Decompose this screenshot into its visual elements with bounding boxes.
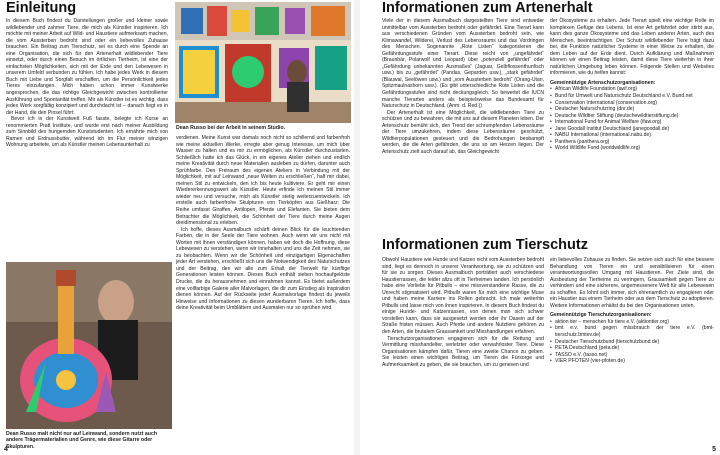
paragraph: der Ökosysteme zu erhalten. Jede Tierart spielt eine wichtige Rolle im komplexen Gefüge des Lebens. Ist eine Art gefährdet oder stirbt aus, kann dies ganze Ökosysteme und das Leben anderer Arten, auch des Menschen, beeinträchtigen. Der Schutz wildlebender Tiere trägt dazu bei, die Funktion natürlicher Systeme in einer Weise zu erhalten, die dem Leben auf der Erde dient. Durch Aufklärung und Maßnahmen können wir einen Beitrag leisten, damit diese Tiere weiterhin in ihrer natürlichen Umgebung leben können. Folgende Stellen und Websites informieren, wie du helfen kannst: — [550, 18, 714, 77]
page-heading-introduction: Einleitung — [6, 0, 77, 16]
list-item: • Deutscher Naturschutzring (dnr.de) — [550, 106, 714, 113]
list-item: • Deutsche Wildtier Stiftung (deutschewildtierstiftung.de) — [550, 113, 714, 120]
list-item: • VIER PFOTEN (vier-pfoten.de) — [550, 358, 714, 365]
page-heading-animal-welfare: Informationen zum Tierschutz — [382, 237, 588, 253]
list-item: • aktion tier – menschen für tiere e.V. (aktiontier.org) — [550, 319, 714, 326]
list-item: • PETA Deutschland (peta.de) — [550, 345, 714, 352]
list-item: • Bund für Umwelt und Naturschutz Deutschland e.V. Bund.net — [550, 93, 714, 100]
studio-photo-caption: Dean Russo bei der Arbeit in seinem Studio. — [176, 125, 286, 131]
list-item: • Panthera (panthera.org) — [550, 139, 714, 146]
paragraph: ein liebevolles Zuhause zu finden. Sie setzen sich auch für eine bessere Behandlung von Tieren ein und sensibilisieren für einen verantwortungsvollen Umgang mit Haustieren. Per Ziele sind, die Ausbeutung der Tierheime zu verringern, Grausamkeit gegen Tiere zu verhindern und eine sicherere, angemessenere Welt für alle Lebewesen zu schaffen. Es lohnt sich immer, sich ehrenamtlich zu engagieren oder ein Haustier aus einem Tierheim oder aus dem Tierschutz zu adoptieren. Weitere Informationen erhältst du bei den Organisationen unten. — [550, 257, 714, 309]
guitar-photo — [6, 262, 172, 429]
page-number: 5 — [712, 446, 716, 453]
conservation-column-1 — [382, 18, 544, 155]
right-page — [360, 0, 720, 455]
welfare-org-list — [550, 319, 714, 365]
studio-photo — [175, 2, 351, 123]
welfare-column-1 — [382, 257, 544, 368]
org-list-title: Gemeinnützige Artenschutzorganisationen: — [550, 79, 656, 86]
paragraph: In diesem Buch findest du Darstellungen großer und kleiner sowie wildlebender und zahmer Tiere, die mich als Künstler inspirieren. Ich möchte mit meiner Arbeit auf Wild- und Haustiere aufmerksam machen, die vom Aussterben bedroht sind oder ein liebevolles Zuhause brauchen. Ein Beitrag zum Tierschutz, sei es durch eine Spende an eine Organisation, die sich für den Artenerhalt wildlebender Tiere einsetzt, oder durch einen Besuch im örtlichen Tierheim, ist eine der einfachsten Möglichkeiten, sich mit der Erde und den Lebewesen in unserem Umfeld verbunden zu fühlen. Ich habe jedes Werk in diesem Buch mit Liebe und Sorgfalt erschaffen, um die Persönlichkeit jedes Tieres einzufangen. Mich haben schon immer Kunstwerke angesprochen, die das richtige Gleichgewicht zwischen kontrollierter Ausführung und Spontanität treffen. Mir als Künstler ist es wichtig, dass jedes Werk sorgfältig konzipiert und durchdacht ist – danach liegt es in der Hand, die den Pinsel führt. — [6, 18, 168, 116]
left-page — [0, 0, 355, 455]
page-number: 4 — [4, 446, 8, 453]
guitar-photo-caption: Dean Russo malt nicht nur auf Leinwand, sondern nutzt auch andere Trägermaterialien und Genre, wie diese Gitarre oder Skulpturen. — [6, 431, 158, 450]
list-item: • bmt e.v. bund gegen missbrauch der tiere e.V. (bmt-tierschutz.bmtev.de) — [550, 325, 714, 338]
paragraph: Der Artenerhalt ist eine Möglichkeit, die wildlebenden Tiere zu schützen und zu bewahren, die mit uns auf diesem Planeten leben. Der Artenschutz bemüht sich, den Trend der schrumpfenden Lebensräume der Tiere umzukehren, indem diese Lebensräume geschützt, Wildtierpopulationen gesteuert und die Bedrohungen beobampft werden, die die Arten gefährden, die uns so am Herzen liegen. Der Artenschutz zielt auch darauf ab, das Gleichgewicht — [382, 109, 544, 155]
paragraph: Viele der in diesem Ausmalbuch dargestellten Tiere sind entweder unmittelbar vom Aussterben bedroht oder gefährdet. Eine Tierart kann aus verschiedenen Gründen vom Aussterben bedroht sein, wie Klimawandel, Wilderei, Verlust des Lebensraums und das Vordringen des Menschen. Sogenannte „Rote Listen“ kategorisieren die Gefährdungsstufe einer Tierart. Diese reicht von „ungefährdet“ (Braunbär, Polarwolf und Leopard) über „potenziell gefährdet“ oder „Gefährdung unbekannten Ausmaßes“ (Jaguar, Gelbflossenthunfisch usw.) bis zu „gefährdet“ (Pandas, Geparden usw.), „stark gefährdet“ (Blauwal, Seelöwen usw.) und „vom Aussterben bedroht“ (Orang-Utan, Spitzmaulnashorn usw.). (Es gibt unterschiedliche Rote Listen und die Gefährdungsstufen sind nicht deckungsgleich. So bewertet die IUCN manche Tierarten anders als beispielsweise das Bundesamt für Naturschutz in Deutschland. (Anm. d. Red.)) — [382, 18, 544, 110]
list-item: • Conservation International (conservation.org) — [550, 100, 714, 107]
list-item: • World Wildlife Fund (worldwildlife.org) — [550, 145, 714, 152]
list-item: • Deutscher Tierschutzbund (tierschutzbund.de) — [550, 339, 714, 346]
list-item: • International Fund for Animal Welfare (ifaw.org) — [550, 119, 714, 126]
org-list-title: Gemeinnützige Tierschutzorganisationen: — [550, 312, 652, 319]
intro-column-2 — [176, 135, 350, 312]
welfare-column-2 — [550, 257, 714, 365]
list-item: • TASSO e.V. (tasso.net) — [550, 352, 714, 359]
conservation-column-2 — [550, 18, 714, 152]
paragraph: Bevor ich in der Kunstwelt Fuß fasste, belegte ich Kurse an renommierten Pratt Institute, und wurde erst nach meiner Ausbildung zum Sinnbild des hungernden Kunststudenten. Ich ernährte mich von Ramen und Erdnussbutter, während ich im Flur meiner winzigen Wohnung arbeitete, um als Künstler meinen Lebensunterhalt zu — [6, 116, 168, 149]
list-item: • Jane Goodall Institut Deutschland (janegoodall.de) — [550, 126, 714, 133]
paragraph: Tierschutzorganisationen engagieren sich für die Rettung und Vermittlung misshandelter, verletzter oder verwahrloster Tiere. Diese Organisationen kämpfen dafür, Tieren eine zweite Chance zu geben. Sie leisten einen wichtigen Beitrag, um Tieren die Fürsorge und Aufmerksamkeit zu geben, die sie brauchen, um zu genesen und — [382, 335, 544, 368]
paragraph: Obwohl Haustiere wie Hunde und Katzen nicht vom Aussterben bedroht sind, liegt es dennoch in unserer Verantwortung, sie zu schützen und für sie zu sorgen. Dieses Ausmalbuch porträtiert auch verschiedene Haustierrassen, die leider allzu oft in Tierheimen landen. Ich persönlich habe eine Vorliebe für Pitbulls – eine missverstandene Rasse, die zu Unrecht stigmatisiert wird. Pitbulls waren für mich eine wichtige Muse und haben meine Karriere ins Rollen gebracht. Ich male weiterhin Pitbulls und lasse mich von ihnen inspirieren. In diesem Buch findest du einige Hunde- und Katzenrassen, von denen man sich schwer vorstellen kann, dass sie ausgesetzt werden oder ihr Dasein auf der Straße fristen müssen. Auch Pferde und andere Nutztiere gehören zu den Arten, die brutalem Grausamkeit und Misshandlungen erfahren. — [382, 257, 544, 336]
paragraph: verdienen. Meine Kunst war damals noch nicht so schillernd und farbenfroh wie meine aktuellen Werke, erregte aber genug Interesse, um mich über Wasser zu halten und es mir zu ermöglichen, als Künstler durchzustarten. Schließlich hatte ich das Glück, in ein eigenes Atelier ziehen und endlich meine Kreativität durch neue Materialien ausleben zu dürfen, darunter auch Sprühfarbe. Den Freiraum des eigenen Ateliers in Verbindung mit der Möglichkeit, mit auf Leinwand „neue Welten zu erschließen“, half mir dabei, meinen Stil zu entwickeln, den ich bis heute kultiviere. Er geht mir einen Wiedererkennungswert als Künstler. Heute erfinde ich meinen Stil immer wieder neu und versuche, mich als Künstler stetig weiterzuentwickeln. Ich erstelle auch farbenfrohe Skulpturen von Tierköpfen aus Gießharz: Die Reihe umfasst Giraffen, Antilopen, Pferde und Elefanten. Sie bieten dem Betrachter die Möglichkeit, die Schönheit der Tiere durch meine Augen dreidimensional zu erleben. — [176, 135, 350, 227]
paragraph: Ich hoffe, dieses Ausmalbuch schärft deinen Blick für die leuchtenden Farben, die in der Seele der Tiere wohnen. Auch wenn wir uns nicht mit Worten mit ihnen verständigen können, haben wir doch die Hoffnung, diese Lebewesen zu verstehen, wenn wir innehalten und uns die Zeit nehmen, sie zu beobachten. Wenn wir die Schönheit und einzigartigen Eigenschaften jeder Art verstehen, erschließt sich uns die Notwendigkeit des Naturschutzes und der Beitrag, den wir alle zum Erhalt der Tierwelt für künftige Generationen leisten können. Dieses Buch enthält sieben hochaufgelöste Drucke, die du herausnehmen und einrahmen kannst. Es bietet außerdem eine vollfarbige Galerie aller Malvorlagen, die dir zum Einstieg als Inspiration dienen können. Auf der Rückseite jeder Ausmalvorlage findest du jeweils Hinweise und Informationen zu diesen wunderbaren Tieren. Ich hoffe, dass deine Kreativität beim Umblättern und Ausmalen nur so sprühen wird. — [176, 226, 350, 312]
intro-column-1 — [6, 18, 168, 149]
page-heading-species-conservation: Informationen zum Artenerhalt — [382, 0, 593, 16]
list-item: • African Wildlife Foundation (awf.org) — [550, 86, 714, 93]
list-item: • NABU International (international.nabu.de) — [550, 132, 714, 139]
conservation-org-list — [550, 86, 714, 151]
